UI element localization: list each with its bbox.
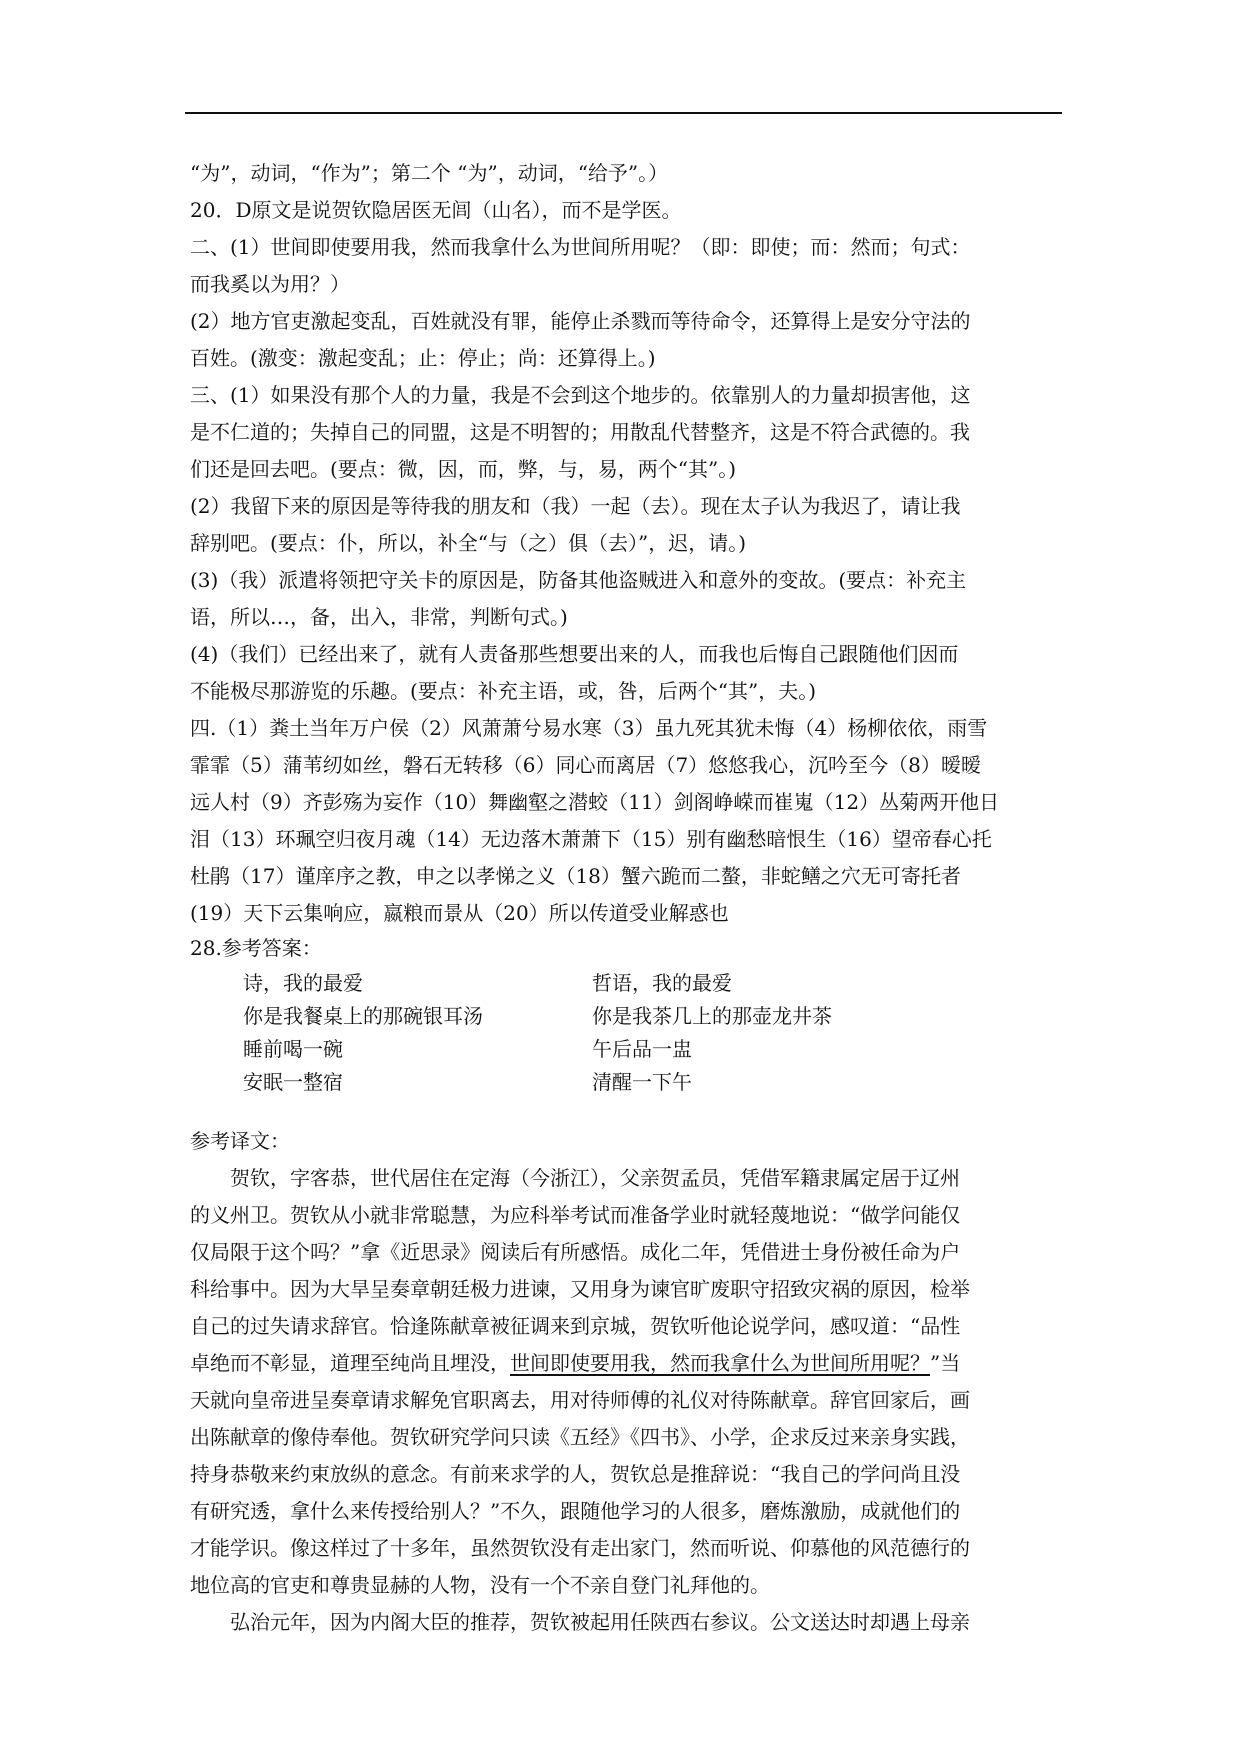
underlined-translation: 世间即使要用我，然而我拿什么为世间所用呢？	[510, 1351, 930, 1375]
translation-line: 有研究透，拿什么来传授给别人？”不久，跟随他学习的人很多，磨炼激励，成就他们的	[190, 1499, 961, 1523]
answer-line: 是不仁道的；失掉自己的同盟，这是不明智的；用散乱代替整齐，这是不符合武德的。我	[190, 420, 970, 444]
answer-line: 辞别吧。(要点：仆，所以，补全“与（之）俱（去）”，迟，请。)	[190, 531, 747, 555]
answer-line: 语，所以…，备，出入，非常，判断句式。)	[190, 605, 568, 629]
poem-line: 安眠一整宿	[243, 1070, 343, 1094]
translation-line	[190, 1345, 1060, 1382]
answer-line: 远人村（9）齐彭殇为妄作（10）舞幽壑之潜蛟（11）剑阁峥嵘而崔嵬（12）丛菊两开他日	[190, 790, 1000, 814]
answer-line: 泪（13）环珮空归夜月魂（14）无边落木萧萧下（15）别有幽愁暗恨生（16）望帝春心托	[190, 827, 992, 851]
poem-line: 诗，我的最爱	[243, 971, 363, 995]
poem-line: 你是我餐桌上的那碗银耳汤	[243, 1004, 483, 1028]
translation-line: 持身恭敬来约束放纵的意念。有前来求学的人，贺钦总是推辞说：“我自己的学问尚且没	[190, 1462, 961, 1486]
answer-line: 杜鹃（17）谨庠序之教，申之以孝悌之义（18）蟹六跪而二螯，非蛇鳝之穴无可寄托者	[190, 864, 961, 888]
answer-line: 四.（1）粪土当年万户侯（2）风萧萧兮易水寒（3）虽九死其犹未悔（4）杨柳依依，雨雪	[190, 716, 988, 740]
poem-line: 午后品一盅	[592, 1037, 692, 1061]
answer-line: 28.参考答案：	[190, 936, 322, 960]
translation-text: 卓绝而不彰显，道理至纯尚且埋没，	[190, 1351, 510, 1375]
answer-line: 二、(1）世间即使要用我，然而我拿什么为世间所用呢？（即：即使；而：然而；句式：	[190, 235, 971, 259]
answer-line: 而我奚以为用？）	[190, 272, 350, 296]
answer-line: 霏霏（5）蒲苇纫如丝，磐石无转移（6）同心而离居（7）悠悠我心，沉吟至今（8）暧暧	[190, 753, 981, 777]
poem-right-column	[592, 967, 832, 1099]
answer-line: 百姓。(激变：激起变乱；止：停止；尚：还算得上。)	[190, 346, 656, 370]
header-rule	[185, 112, 1062, 114]
answer-line: 们还是回去吧。(要点：微，因，而，弊，与，易，两个“其”。)	[190, 457, 737, 481]
poem-line: 睡前喝一碗	[243, 1037, 343, 1061]
translation-line: 的义州卫。贺钦从小就非常聪慧，为应科举考试而准备学业时就轻蔑地说：“做学问能仅	[190, 1203, 961, 1227]
answer-content	[190, 155, 1060, 1641]
translation-heading: 参考译文：	[190, 1129, 290, 1153]
answer-line: “为”，动词，“作为”；第二个 “为”，动词，“给予”。）	[190, 161, 669, 185]
translation-line: 弘治元年，因为内阁大臣的推荐，贺钦被起用任陕西右参议。公文送达时却遇上母亲	[230, 1610, 970, 1634]
poem-line: 你是我茶几上的那壶龙井茶	[592, 1004, 832, 1028]
answer-line: (2）地方官吏激起变乱，百姓就没有罪，能停止杀戮而等待命令，还算得上是安分守法的	[190, 309, 971, 333]
translation-line: 科给事中。因为大旱呈奏章朝廷极力进谏，又用身为谏官旷废职守招致灾祸的原因，检举	[190, 1277, 970, 1301]
poem-left-column	[243, 967, 483, 1099]
translation-text: ”当	[930, 1351, 961, 1375]
translation-line: 贺钦，字客恭，世代居住在定海（今浙江），父亲贺孟员，凭借军籍隶属定居于辽州	[230, 1166, 960, 1190]
poem-answer	[190, 967, 1060, 1101]
answer-line: 20．D原文是说贺钦隐居医无闾（山名），而不是学医。	[190, 198, 682, 222]
answer-line: (3)（我）派遣将领把守关卡的原因是，防备其他盗贼进入和意外的变故。(要点：补充主	[190, 568, 967, 592]
answer-line: 不能极尽那游览的乐趣。(要点：补充主语，或，咎，后两个“其”，夫。)	[190, 679, 817, 703]
translation-line: 地位高的官吏和尊贵显赫的人物，没有一个不亲自登门礼拜他的。	[190, 1573, 770, 1597]
translation-line: 天就向皇帝进呈奏章请求解免官职离去，用对待师傅的礼仪对待陈献章。辞官回家后，画	[190, 1388, 970, 1412]
translation-line: 仅局限于这个吗？”拿《近思录》阅读后有所感悟。成化二年，凭借进士身份被任命为户	[190, 1240, 961, 1264]
poem-line: 清醒一下午	[592, 1070, 692, 1094]
translation-line: 出陈献章的像侍奉他。贺钦研究学问只读《五经》《四书》、小学，企求反过来亲身实践，	[190, 1425, 970, 1449]
answer-line: (19）天下云集响应，嬴粮而景从（20）所以传道受业解惑也	[190, 901, 729, 925]
poem-line: 哲语，我的最爱	[592, 971, 732, 995]
translation-line: 才能学识。像这样过了十多年，虽然贺钦没有走出家门，然而听说、仰慕他的风范德行的	[190, 1536, 970, 1560]
answer-line: 三、(1）如果没有那个人的力量，我是不会到这个地步的。依靠别人的力量却损害他，这	[190, 383, 971, 407]
answer-line: (4)（我们）已经出来了，就有人责备那些想要出来的人，而我也后悔自己跟随他们因而	[190, 642, 959, 666]
answer-line: (2）我留下来的原因是等待我的朋友和（我）一起（去）。现在太子认为我迟了，请让我	[190, 494, 961, 518]
translation-line: 自己的过失请求辞官。恰逢陈献章被征调来到京城，贺钦听他论说学问，感叹道：“品性	[190, 1314, 961, 1338]
